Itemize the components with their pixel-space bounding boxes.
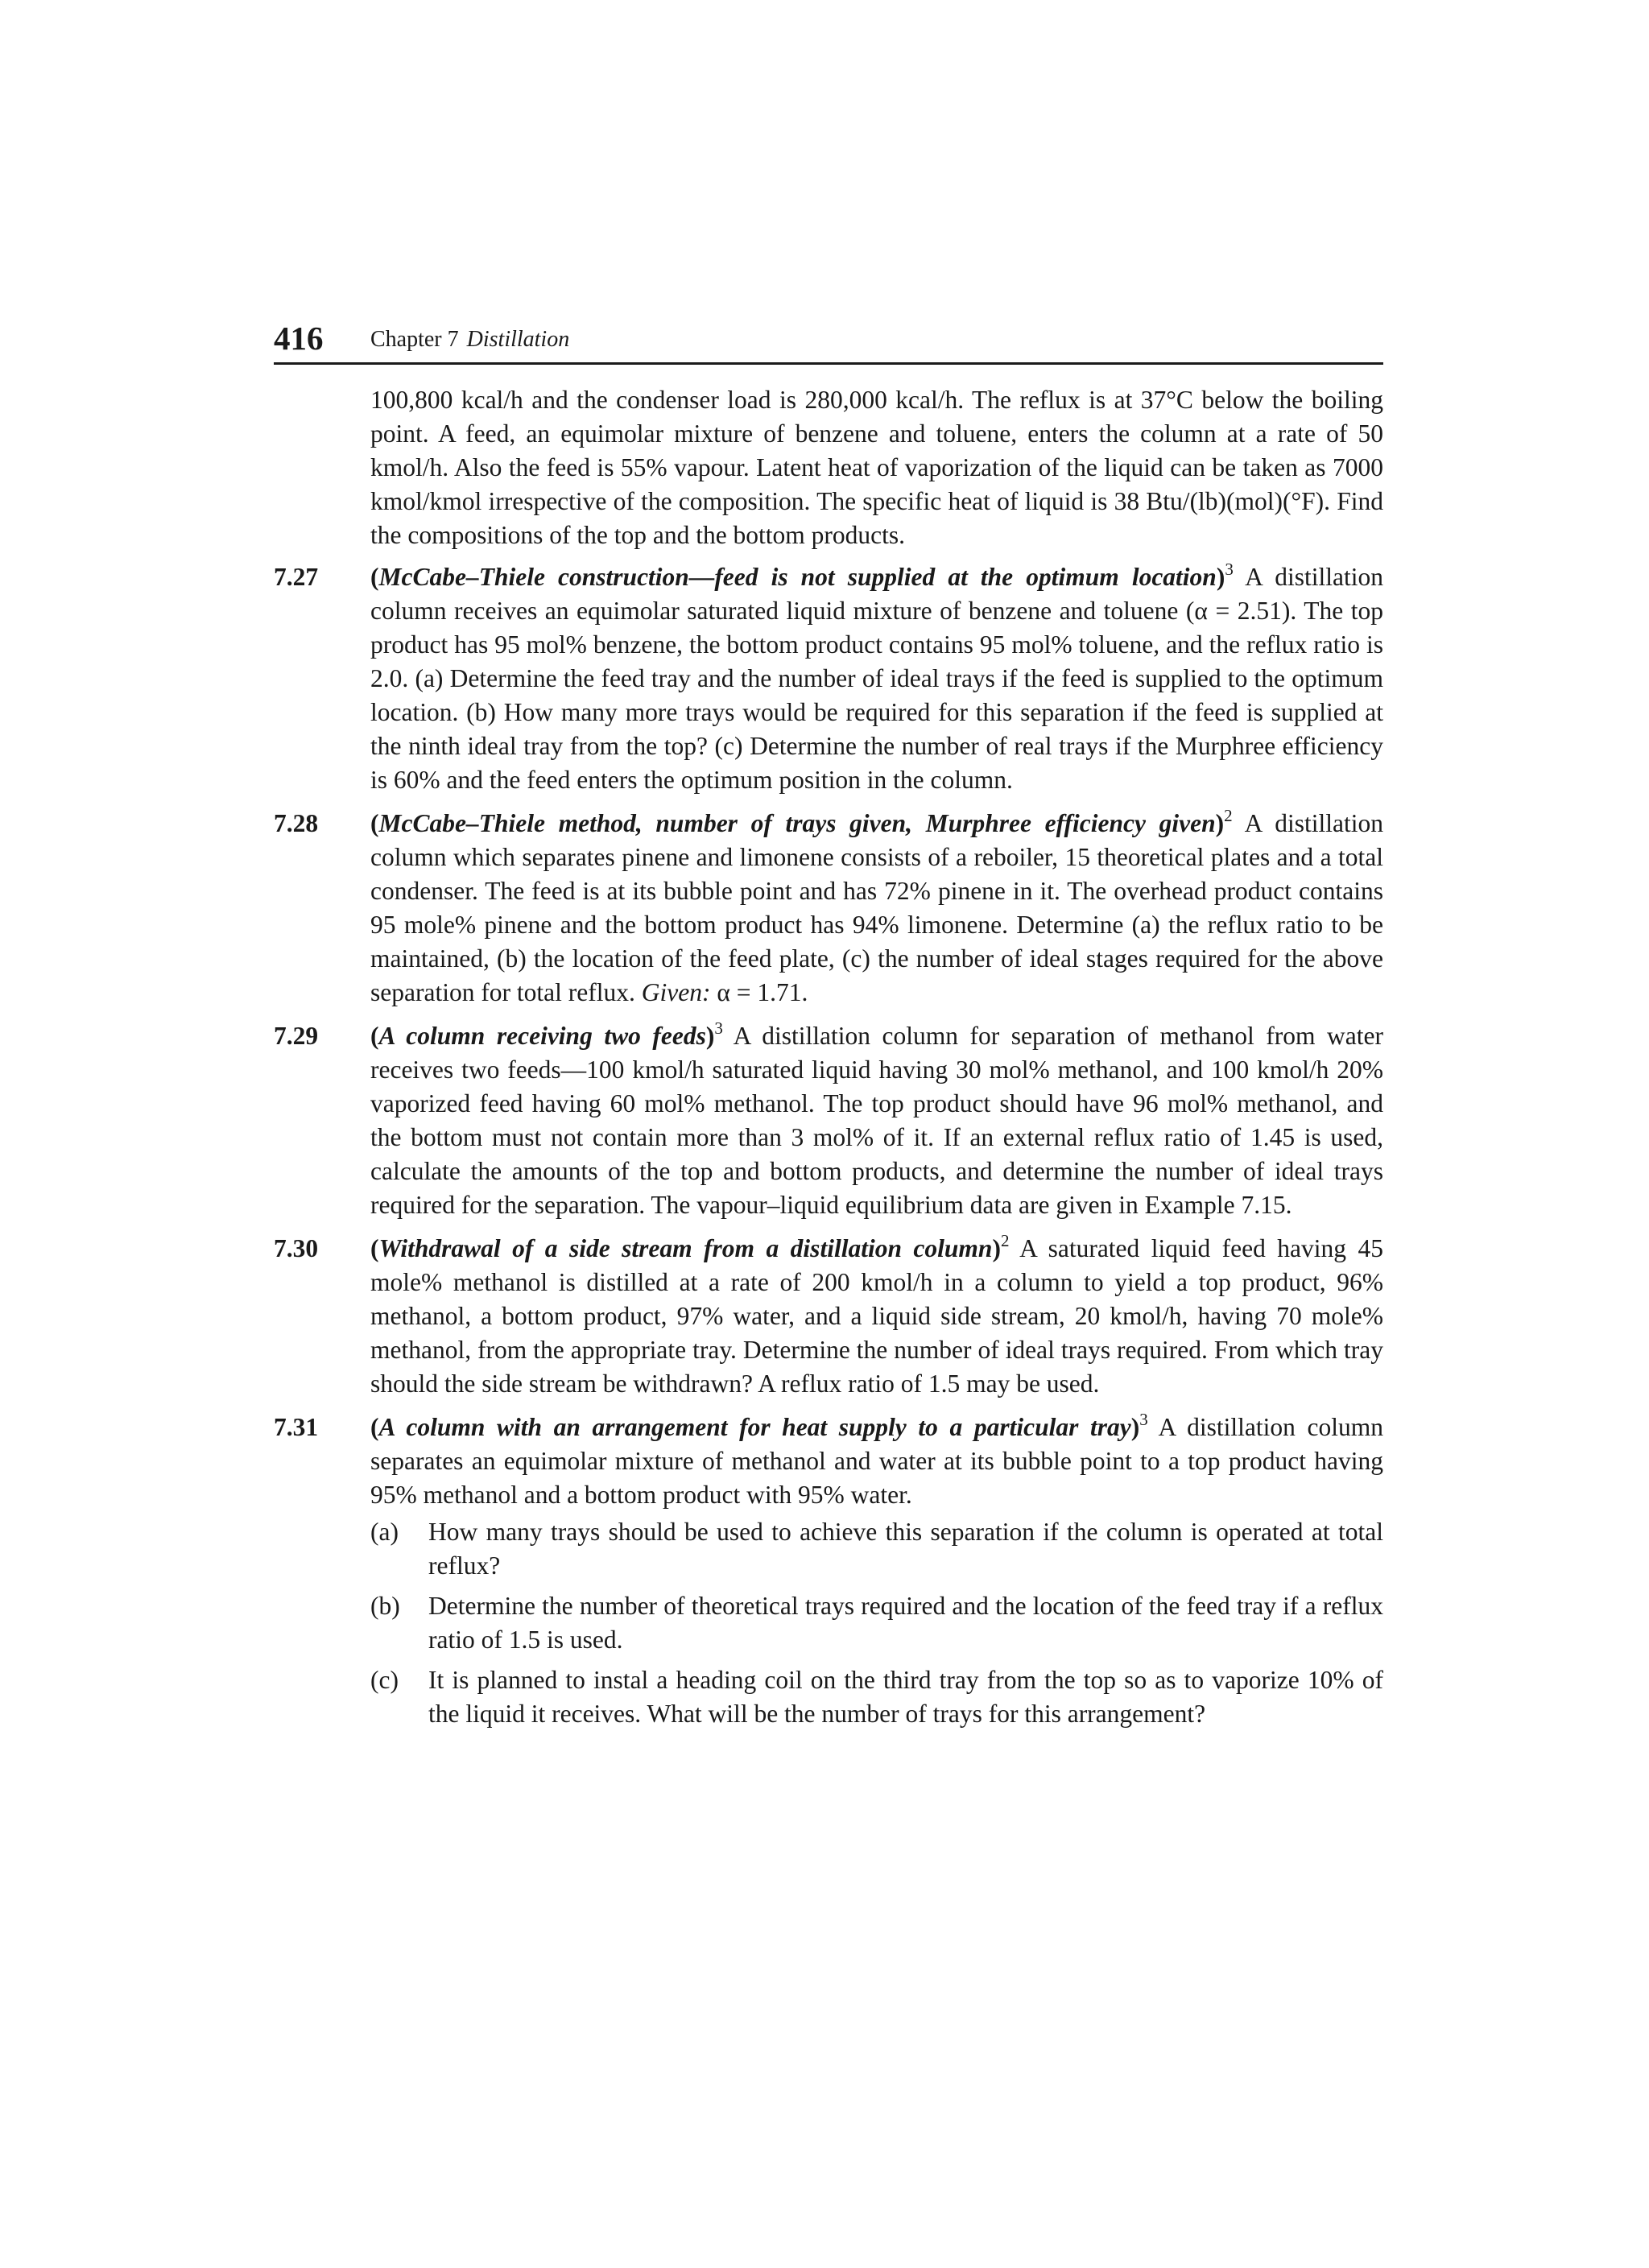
problem-text: A saturated liquid feed having 45 mole% methanol is distilled at a rate of 200 kmol/h in a column to yield a top product, 96% methanol, a bottom product, 97% water, and a liquid side stream, 20 kmol/h, having 70 mole% methanol, from the appropriate tray. Determine the number of ideal trays required. From which tray should the side stream be withdrawn? A reflux ratio of 1.5 may be used. bbox=[370, 1234, 1383, 1398]
problem-7-28 bbox=[274, 807, 1383, 1010]
problem-number: 7.30 bbox=[274, 1234, 319, 1262]
problem-text: A distillation column receives an equimolar saturated liquid mixture of benzene and toluene (α = 2.51). The top product has 95 mol% benzene, the bottom product contains 95 mol% toluene, and the reflux ratio is 2.0. (a) Determine the feed tray and the number of ideal trays if the feed is supplied to the optimum location. (b) How many more trays would be required for this separation if the feed is supplied at the ninth ideal tray from the top? (c) Determine the number of real trays if the Murphree efficiency is 60% and the feed enters the optimum position in the column. bbox=[370, 563, 1384, 794]
problem-title: (McCabe–Thiele method, number of trays given, Murphree efficiency given) bbox=[370, 809, 1225, 837]
sub-question-text: Determine the number of theoretical trays required and the location of the feed tray if a reflux ratio of 1.5 is used. bbox=[428, 1592, 1383, 1654]
problem-number: 7.29 bbox=[274, 1022, 319, 1050]
sub-question-list bbox=[370, 1515, 1383, 1731]
problem-title-text: Withdrawal of a side stream from a distillation column bbox=[378, 1234, 993, 1262]
difficulty-superscript: 2 bbox=[1224, 805, 1233, 825]
problem-number: 7.31 bbox=[274, 1413, 319, 1441]
problem-title: (A column with an arrangement for heat supply to a particular tray) bbox=[370, 1413, 1140, 1441]
problem-title-text: McCabe–Thiele method, number of trays given, Murphree efficiency given bbox=[378, 809, 1216, 837]
chapter-heading bbox=[370, 322, 569, 357]
problem-title-text: A column with an arrangement for heat supply to a particular tray bbox=[378, 1413, 1131, 1441]
problem-7-27 bbox=[274, 560, 1383, 797]
page-body bbox=[274, 383, 1383, 1741]
problem-7-30 bbox=[274, 1232, 1383, 1401]
sub-question-a bbox=[370, 1515, 1383, 1583]
problem-title: (A column receiving two feeds) bbox=[370, 1022, 715, 1050]
page-number: 416 bbox=[274, 320, 324, 357]
problem-text: A distillation column which separates pinene and limonene consists of a reboiler, 15 theoretical plates and a total condenser. The feed is at its bubble point and has 72% pinene in it. The overhead product contains 95 mole% pinene and the bottom product has 94% limonene. Determine (a) the reflux ratio to be maintained, (b) the location of the feed plate, (c) the number of ideal stages required for the above separation for total reflux. bbox=[370, 809, 1384, 1006]
chapter-title: Distillation bbox=[466, 327, 570, 352]
problem-title-text: A column receiving two feeds bbox=[378, 1022, 706, 1050]
problem-text: A distillation column separates an equimolar mixture of methanol and water at its bubble point to a top product having 95% methanol and a bottom product with 95% water. bbox=[370, 1413, 1383, 1509]
problem-number: 7.28 bbox=[274, 809, 319, 837]
problem-7-29 bbox=[274, 1019, 1383, 1222]
sub-question-text: It is planned to instal a heading coil on the third tray from the top so as to vaporize 10% of the liquid it receives. What will be the number of trays for this arrangement? bbox=[428, 1666, 1383, 1728]
problem-7-31 bbox=[274, 1411, 1383, 1731]
sub-question-text: How many trays should be used to achieve this separation if the column is operated at total reflux? bbox=[428, 1518, 1383, 1580]
sub-question-label: (a) bbox=[370, 1518, 399, 1546]
problem-text: A distillation column for separation of methanol from water receives two feeds—100 kmol/h saturated liquid having 30 mol% methanol, and 100 kmol/h 20% vaporized feed having 60 mol% methanol. The top product should have 96 mol% methanol, and the bottom must not contain more than 3 mol% of it. If an external reflux ratio of 1.45 is used, calculate the amounts of the top and bottom products, and determine the number of ideal trays required for the separation. The vapour–liquid equilibrium data are given in Example 7.15. bbox=[370, 1022, 1383, 1219]
problem-title-text: McCabe–Thiele construction—feed is not supplied at the optimum location bbox=[378, 563, 1217, 591]
problem-title: (Withdrawal of a side stream from a distillation column) bbox=[370, 1234, 1001, 1262]
continued-paragraph: 100,800 kcal/h and the condenser load is 280,000 kcal/h. The reflux is at 37°C below the boiling point. A feed, an equimolar mixture of benzene and toluene, enters the column at a rate of 50 kmol/h. Also the feed is 55% vapour. Latent heat of vaporization of the liquid can be taken as 7000 kmol/kmol irrespective of the composition. The specific heat of liquid is 38 Btu/(lb)(mol)(°F). Find the compositions of the top and the bottom products. bbox=[370, 386, 1383, 549]
difficulty-superscript: 2 bbox=[1000, 1230, 1010, 1250]
sub-question-b bbox=[370, 1589, 1383, 1657]
chapter-label: Chapter 7 bbox=[370, 327, 459, 352]
sub-question-label: (c) bbox=[370, 1666, 399, 1694]
problem-title: (McCabe–Thiele construction—feed is not supplied at the optimum location) bbox=[370, 563, 1225, 591]
running-header bbox=[274, 316, 1383, 365]
difficulty-superscript: 3 bbox=[1225, 559, 1234, 579]
difficulty-superscript: 3 bbox=[1139, 1409, 1148, 1429]
difficulty-superscript: 3 bbox=[714, 1018, 723, 1038]
problem-number: 7.27 bbox=[274, 563, 319, 591]
given-label: Given: bbox=[641, 978, 711, 1006]
sub-question-label: (b) bbox=[370, 1592, 400, 1620]
given-value: α = 1.71. bbox=[717, 978, 808, 1006]
sub-question-c bbox=[370, 1663, 1383, 1731]
